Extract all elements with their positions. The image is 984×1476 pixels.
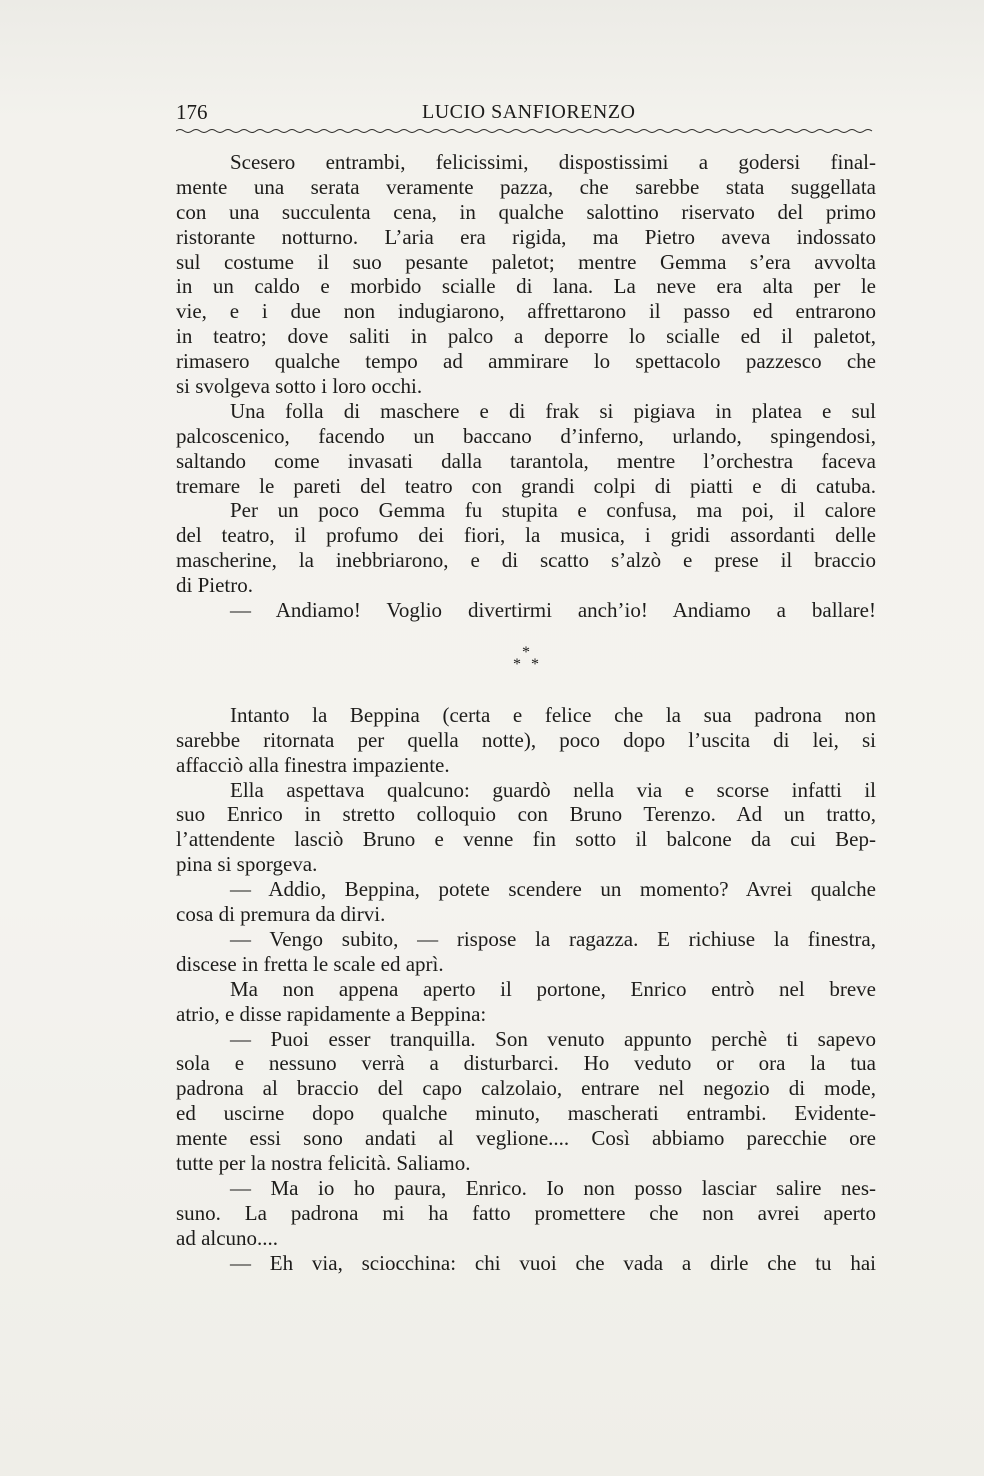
text-line: tutte per la nostra felicità. Saliamo. (176, 1150, 471, 1175)
running-title: LUCIO SANFIORENZO (422, 101, 636, 123)
text-line: tremare le pareti del teatro con grandi colpi di piatti e di catuba. (176, 473, 876, 498)
text-line: sul costume il suo pesante paletot; mentre Gemma s’era avvolta (176, 249, 876, 274)
text-line: mente una serata veramente pazza, che sarebbe stata suggellata (176, 174, 876, 199)
separator-star: * (522, 643, 530, 661)
text-line: — Andiamo! Voglio divertirmi anch’io! Andiamo a ballare! (230, 598, 876, 623)
section-separator (176, 623, 876, 703)
separator-star: * (513, 655, 521, 673)
text-line: — Vengo subito, — rispose la ragazza. E richiuse la finestra, (230, 926, 876, 951)
text-line: sola e nessuno verrà a disturbarci. Ho veduto or ora la tua (176, 1051, 876, 1076)
text-line: padrona al braccio del capo calzolaio, entrare nel negozio di mode, (176, 1076, 876, 1101)
text-line: con una succulenta cena, in qualche salottino riservato del primo (176, 199, 876, 224)
text-line: l’attendente lasciò Bruno e venne fin sotto il balcone da cui Bep- (176, 827, 876, 852)
text-line: in un caldo e morbido scialle di lana. La neve era alta per le (176, 274, 876, 299)
text-line: Ma non appena aperto il portone, Enrico entrò nel breve (230, 976, 876, 1001)
section-2 (176, 703, 876, 1275)
text-line: ad alcuno.... (176, 1225, 279, 1250)
text-line: Scesero entrambi, felicissimi, dispostissimi a godersi final- (230, 150, 876, 174)
text-line: atrio, e disse rapidamente a Beppina: (176, 1001, 487, 1026)
section-1 (176, 150, 876, 623)
text-line: pina si sporgeva. (176, 852, 318, 877)
text-line: — Addio, Beppina, potete scendere un momento? Avrei qualche (230, 877, 876, 902)
text-line: Una folla di maschere e di frak si pigiava in platea e sul (230, 398, 876, 423)
text-line: vie, e i due non indugiarono, affrettarono il passo ed entrarono (176, 299, 876, 324)
text-line: mente essi sono andati al veglione.... Così abbiamo parecchie ore (176, 1126, 876, 1151)
text-line: del teatro, il profumo dei fiori, la musica, i gridi assordanti delle (176, 523, 876, 548)
text-line: ristorante notturno. L’aria era rigida, ma Pietro aveva indossato (176, 224, 876, 249)
text-line: — Eh via, sciocchina: chi vuoi che vada a dirle che tu hai (230, 1250, 876, 1275)
text-line: Ella aspettava qualcuno: guardò nella via e scorse infatti il (230, 777, 876, 802)
text-line: in teatro; dove saliti in palco a deporre lo scialle ed il paletot, (176, 324, 876, 349)
text-line: palcoscenico, facendo un baccano d’inferno, urlando, spingendosi, (176, 423, 876, 448)
text-line: mascherine, la inebbriarono, e di scatto s’alzò e prese il braccio (176, 548, 876, 573)
body-text (176, 150, 876, 1275)
text-line: rimasero qualche tempo ad ammirare lo spettacolo pazzesco che (176, 349, 876, 374)
text-line: si svolgeva sotto i loro occhi. (176, 374, 423, 399)
page-header (176, 100, 876, 134)
text-line: — Puoi esser tranquilla. Son venuto appunto perchè ti sapevo (230, 1026, 876, 1051)
text-line: suo Enrico in stretto colloquio con Bruno Terenzo. Ad un tratto, (176, 802, 876, 827)
text-line: Per un poco Gemma fu stupita e confusa, ma poi, il calore (230, 498, 876, 523)
text-line: — Ma io ho paura, Enrico. Io non posso lasciar salire nes- (230, 1175, 876, 1200)
text-line: saltando come invasati dalla tarantola, mentre l’orchestra faceva (176, 448, 876, 473)
decorative-wavy-rule (176, 128, 876, 134)
page-number: 176 (176, 100, 208, 124)
text-line: affacciò alla finestra impaziente. (176, 752, 450, 777)
text-line: di Pietro. (176, 573, 253, 598)
text-line: suno. La padrona mi ha fatto promettere che non avrei aperto (176, 1200, 876, 1225)
text-line: ed uscirne dopo qualche minuto, mascherati entrambi. Evidente- (176, 1101, 876, 1126)
text-line: sarebbe ritornata per quella notte), poco dopo l’uscita di lei, si (176, 727, 876, 752)
separator-star: * (531, 655, 539, 673)
text-line: Intanto la Beppina (certa e felice che la sua padrona non (230, 702, 876, 727)
text-line: discese in fretta le scale ed aprì. (176, 951, 444, 976)
text-line: cosa di premura da dirvi. (176, 902, 386, 927)
